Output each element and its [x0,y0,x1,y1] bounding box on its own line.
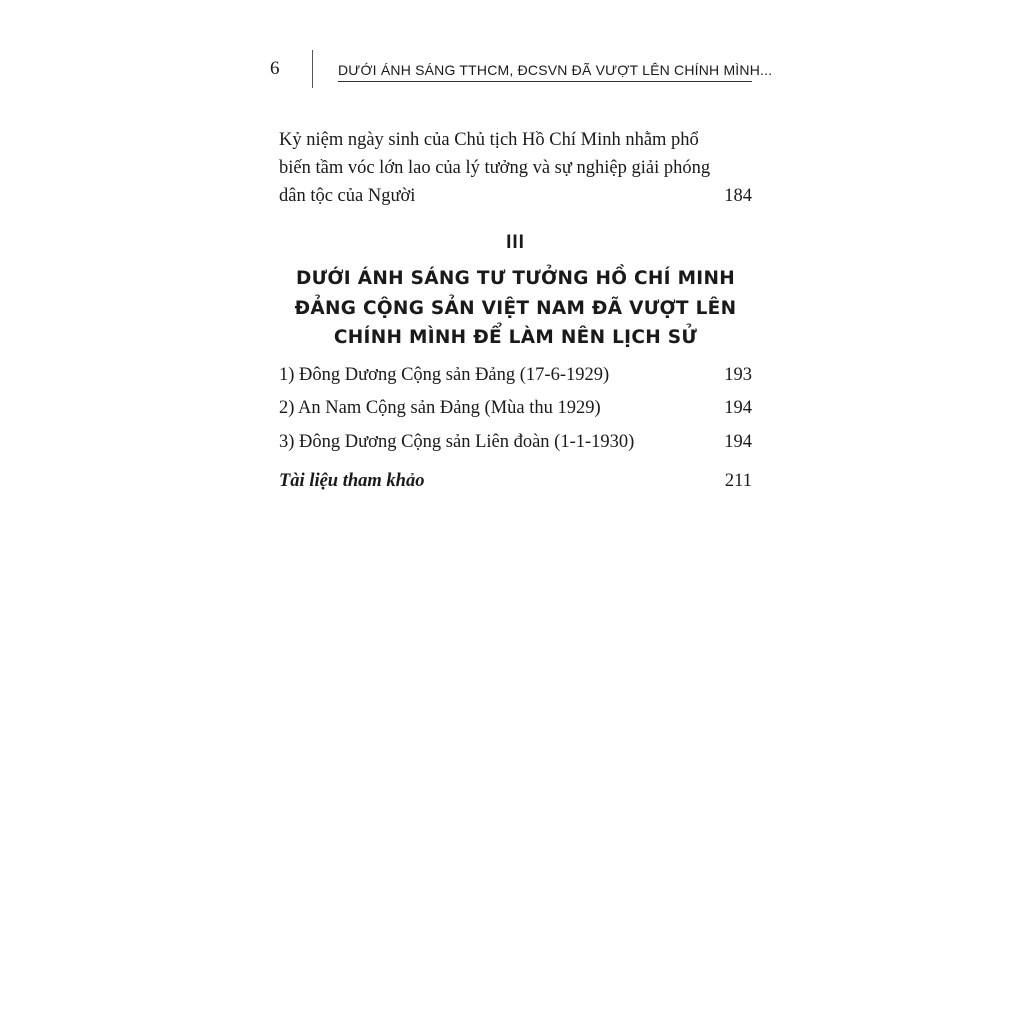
part-numeral: III [506,232,525,253]
part-title-line: CHÍNH MÌNH ĐỂ LÀM NÊN LỊCH SỬ [333,327,698,348]
part-title-line: DƯỚI ÁNH SÁNG TƯ TƯỞNG HỒ CHÍ MINH [295,268,736,289]
toc-entry-text: 2) An Nam Cộng sản Đảng (Mùa thu 1929) [279,398,601,418]
toc-entry-birthday [279,126,752,210]
toc-entry-text: 3) Đông Dương Cộng sản Liên đoàn (1-1-1930) [279,432,635,452]
toc-page-number: 194 [724,398,752,418]
toc-entry-line: biến tầm vóc lớn lao của lý tưởng và sự nghiệp giải phóng [279,158,711,178]
page-number: 6 [270,58,280,79]
toc-page-number: 194 [724,432,752,452]
part-title [279,264,752,353]
toc-entry-text: 1) Đông Dương Cộng sản Đảng (17-6-1929) [279,365,610,385]
running-head: DƯỚI ÁNH SÁNG TTHCM, ĐCSVN ĐÃ VƯỢT LÊN CHÍNH MÌNH... [338,62,752,82]
toc-entry [279,394,752,422]
header-divider [312,50,313,88]
references-label: Tài liệu tham khảo [279,471,425,491]
toc-page-number: 193 [724,365,752,385]
toc-entry-line: dân tộc của Người [279,186,416,206]
toc-entry-line: Kỷ niệm ngày sinh của Chủ tịch Hồ Chí Minh nhằm phổ [279,130,699,150]
toc-entry [279,428,752,456]
part-title-line: ĐẢNG CỘNG SẢN VIỆT NAM ĐÃ VƯỢT LÊN [294,297,737,319]
toc-entry [279,361,752,389]
toc-entry-references [279,467,752,495]
toc-page-number: 184 [724,186,752,206]
toc-page-number: 211 [724,471,752,491]
